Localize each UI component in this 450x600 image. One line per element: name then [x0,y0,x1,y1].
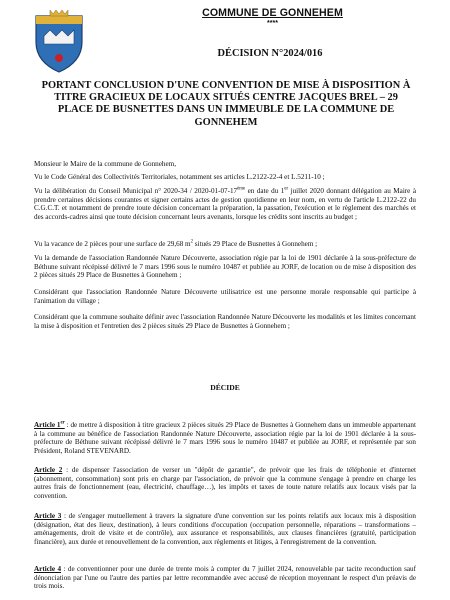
association-request: Vu la demande de l'association Randonnée Nature Découverte, association régie par la loi de 1901 déclarée à la sous-préfecture de Béthune suivant récépissé délivré le 7 mars 1996 sous le numéro 10487 et publiée au JORF, de location ou de mise à disposition des 2 pièces situés 29 Place de Busnettes à Gonnehem ; [34,254,416,280]
coat-of-arms-icon [30,6,88,76]
deliberation-text-start: Vu la délibération du Conseil Municipal n° 2020-34 / 2020-01-07-17 [34,187,238,195]
decide-heading: DÉCIDE [210,383,240,392]
decision-number: DÉCISION N°2024/016 [217,48,323,59]
article-2-colon: : [62,466,69,474]
article-2-label: Article 2 [34,466,63,474]
article-1-label-superscript: er [60,420,65,426]
article-2 [34,466,416,500]
article-1-colon: : [64,421,69,429]
deliberation-text-mid: en date du 1 [245,187,285,195]
article-1-label [34,421,65,429]
code-reference: Vu le Code Général des Collectivités Territoriales, notamment ses articles L.2122-22-4 et L.5211-10 ; [34,173,325,181]
article-1-text: de mettre à disposition à titre gracieux 2 pièces situés 29 Place de Busnettes à Gonnehem dans un immeuble appartenant à la commune au bénéfice de l'association Randonnée Nature Découverte, association régie par la loi de 1901 déclarée à la sous-préfecture de Béthune suivant récépissé délivré le 7 mars 1996 sous le numéro 10487 et publiée au JORF, et représentée par son Président, Roland STEVENARD. [34,421,416,455]
considering-animation: Considérant que l'association Randonnée Nature Découverte utilisatrice est une personne morale responsable qui participe à l'animation du village ; [34,288,416,305]
commune-heading: COMMUNE DE GONNEHEM [202,7,343,19]
article-4 [34,565,416,591]
article-2-text: de dispenser l'association de verser un "dépôt de garantie", de prévoir que les frais de téléphonie et d'internet (abonnement, consommation) sont pris en charge par l'association, de prévoir que la commune s'engage à prendre en charge les autres frais de fonctionnement (eau, électricité, chauffage…), les impôts et taxes de toute nature relatifs aux locaux visés par la convention. [34,466,416,500]
deliberation-reference [34,187,416,221]
article-3-text: de s'engager mutuellement à travers la signature d'une convention sur les points relatifs aux locaux mis à disposition (désignation, état des lieux, destination), à leurs conditions d'occupation (occupation personnelle, réparations – transformations – aménagements, droit de visite et de contrôle), aux assurance et responsabilités, aux clauses financières (gratuité, participation financière), aux durée et renouvellement de la convention, aux règlements et litiges, à l'enregistrement de la convention. [34,512,417,546]
heading-stars: **** [267,20,278,27]
considering-modalities: Considérant que la commune souhaite définir avec l'association Randonnée Nature Découverte les modalités et les limites concernant la mise à disposition et l'entretien des 2 pièces situés 29 Place de Busnettes à Gonnehem ; [34,313,416,330]
vacancy-superscript: 2 [190,239,194,245]
article-4-colon: : [61,565,66,573]
article-1 [34,421,416,455]
article-3-label: Article 3 [34,512,62,520]
article-3 [34,512,416,546]
article-4-text: de conventionner pour une durée de trente mois à compter du 7 juillet 2024, renouvelable par tacite reconduction sauf dénonciation par l'une ou l'autre des parties par lettre recommandée avec accusé de réception moyennant le respect d'un préavis de trois mois. [34,565,416,591]
mayor-line: Monsieur le Maire de la commune de Gonnehem, [34,160,176,168]
deliberation-superscript-2: er [284,186,289,192]
article-1-label-text: Article 1 [34,421,61,429]
article-4-label: Article 4 [34,565,62,573]
decision-title: PORTANT CONCLUSION D'UNE CONVENTION DE MISE À DISPOSITION À TITRE GRACIEUX DE LOCAUX SITUÉS CENTRE JACQUES BREL – 29 PLACE DE BUSNETTES DANS UN IMMEUBLE DE LA COMMUNE DE GONNEHEM [41,80,411,128]
vacancy-text-start: Vu la vacance de 2 pièces pour une surface de 29,68 m [34,240,191,248]
deliberation-text-end: juillet 2020 donnant délégation au Maire à prendre certaines décisions courantes et signer certains actes de gestion quotidienne en leur nom, en vertu de l'article L.2122-22 du C.G.C.T. et notamment de prendre toute décision concernant la préparation, la passation, l'exécution et le règlement des marchés et des accords-cadres ainsi que toute décision concernant leurs avenants, lorsque les crédits sont inscrits au budget ; [34,187,416,221]
vacancy-text-end: situés 29 Place de Busnettes à Gonnehem ; [193,240,318,248]
vacancy-reference [34,240,416,249]
article-3-colon: : [61,512,66,520]
deliberation-superscript-1: ème [237,186,246,192]
